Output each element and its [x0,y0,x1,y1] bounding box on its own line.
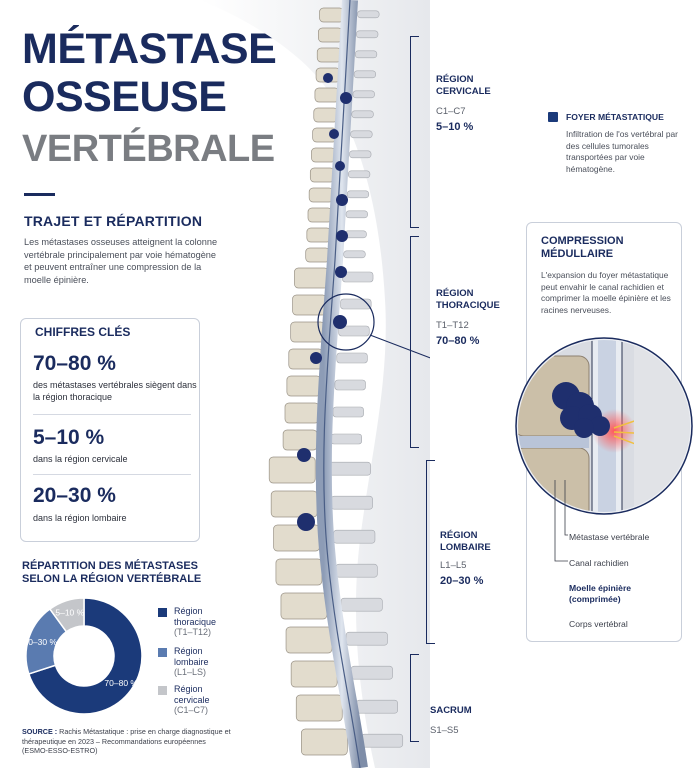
key-figures-card [20,318,200,542]
bracket-lumbar [426,460,435,644]
spinous-process [352,111,374,118]
divider [33,414,191,415]
title-line-1: MÉTASTASE [22,25,277,73]
divider [33,474,191,475]
slice-label: 20–30 % [23,636,58,647]
spinous-process [329,462,370,475]
vertebra [274,525,320,551]
vertebra [269,457,315,483]
spinous-process [331,496,372,509]
vertebra [315,88,339,102]
vertebra [306,248,330,262]
vertebra [287,376,321,396]
donut-chart [22,594,146,718]
spinous-process [341,598,382,611]
vertebra [301,729,347,755]
annotation-leaders [540,480,580,630]
legend-swatch [158,608,167,617]
vertebra [311,148,335,162]
focus-title: FOYER MÉTASTATIQUE [566,112,664,122]
vertebra [294,268,328,288]
metastasis-spot [297,513,315,531]
spinous-process [356,700,397,713]
metastasis-spot [336,194,348,206]
key-figure-3-value: 20–30 % [33,484,116,507]
bracket-sacrum [410,654,419,742]
legend-label: Région lombaire (L1–LS) [174,646,209,677]
vertebra [320,8,344,22]
title-rule [24,193,55,196]
distribution-heading: RÉPARTITION DES MÉTASTASES SELON LA RÉGION VERTÉBRALE [22,560,202,585]
spinous-process [349,151,371,158]
spinous-process [351,666,392,679]
label-metastasis: Métastase vertébrale [569,532,650,542]
metastasis-spot [329,129,339,139]
vertebra [308,208,332,222]
spinous-process [337,353,368,363]
legend-swatch [158,648,167,657]
spinous-process [334,530,375,543]
legend-label: Région cervicale (C1–C7) [174,684,210,715]
bracket-thoracic [410,236,419,448]
spinous-process [345,231,367,238]
vertebra [276,559,322,585]
spinous-process [335,380,366,390]
intro-text: Les métastases osseuses atteignent la colonne vertébrale principalement par voie hématogène et peuvent entraîner une compression de la moelle épinière. [24,237,218,285]
source-note: SOURCE : Rachis Métastatique : prise en charge diagnostique et thérapeutique en 2023 – Recommandations européennes (ESMO-ESSO-ESTRO) [22,727,231,755]
key-figure-3-desc: dans la région lombaire [33,513,127,523]
spinous-process [346,632,387,645]
spinous-process [344,251,366,258]
spinous-process [347,191,369,198]
metastasis-spot [297,448,311,462]
slice-label: 70–80 % [104,678,138,689]
vertebra [296,695,342,721]
vertebra [309,188,333,202]
disc [514,436,589,448]
key-figure-2-value: 5–10 % [33,426,105,449]
spinous-process [331,434,362,444]
spinous-process [351,131,373,138]
vertebra [310,168,334,182]
spinous-process [354,71,376,78]
spinous-process [356,31,378,38]
spinous-process [342,272,373,282]
metastasis-spot [323,73,333,83]
title-line-3: VERTÉBRALE [22,128,275,170]
metastasis-spot [335,266,347,278]
vertebra [293,295,327,315]
key-figure-1-desc: des métastases vertébrales siègent dans la région thoracique [33,380,197,402]
spinous-process [346,211,368,218]
spinous-process [341,299,372,309]
vertebra [307,228,331,242]
spine-illustration [200,0,430,768]
key-figure-1-value: 70–80 % [33,352,116,375]
metastasis-spot [333,315,347,329]
metastasis-spot [335,161,345,171]
spinous-process [336,564,377,577]
spinous-process [353,91,375,98]
focus-text: Infiltration de l'os vertébral par des cellules tumorales transportées par voie hématogène. [566,129,678,174]
spinous-process [348,171,370,178]
slice-label: 5–10 % [55,607,85,618]
metastasis-spot [310,352,322,364]
label-canal: Canal rachidien [569,558,629,568]
intro-heading: TRAJET ET RÉPARTITION [24,213,203,229]
bracket-cervical [410,36,419,228]
vertebra [285,403,319,423]
legend-swatch [158,686,167,695]
region-sacrum: SACRUM S1–S5 [430,705,472,736]
label-spinal-cord: Moelle épinière (comprimée) [569,583,632,604]
region-cervical: RÉGION CERVICALE C1–C7 5–10 % [436,74,491,133]
spinous-process [361,734,402,747]
compression-text: L'expansion du foyer métastatique peut envahir le canal rachidien et comprimer la moelle épinière et les racines nerveuses. [541,270,671,315]
label-vertebral-body: Corps vertébral [569,619,628,629]
vertebra [271,491,317,517]
spinous-process [355,51,377,58]
metastasis-spot [340,92,352,104]
metastasis-spot [336,230,348,242]
vertebra [314,108,338,122]
region-thoracic: RÉGION THORACIQUE T1–T12 70–80 % [436,288,500,347]
spinous-process [358,11,380,18]
key-figures-heading: CHIFFRES CLÉS [35,325,131,339]
title-line-2: OSSEUSE [22,73,227,121]
key-figure-2-desc: dans la région cervicale [33,454,128,464]
compression-title: COMPRESSION MÉDULLAIRE [541,235,624,260]
focus-swatch [548,112,558,122]
vertebra [281,593,327,619]
spinous-process [333,407,364,417]
region-lumbar: RÉGION LOMBAIRE L1–L5 20–30 % [440,530,491,587]
vertebra [286,627,332,653]
legend-label: Région thoracique (T1–T12) [174,606,217,637]
vertebra [318,28,342,42]
vertebra [317,48,341,62]
vertebra [291,661,337,687]
vertebra [283,430,317,450]
